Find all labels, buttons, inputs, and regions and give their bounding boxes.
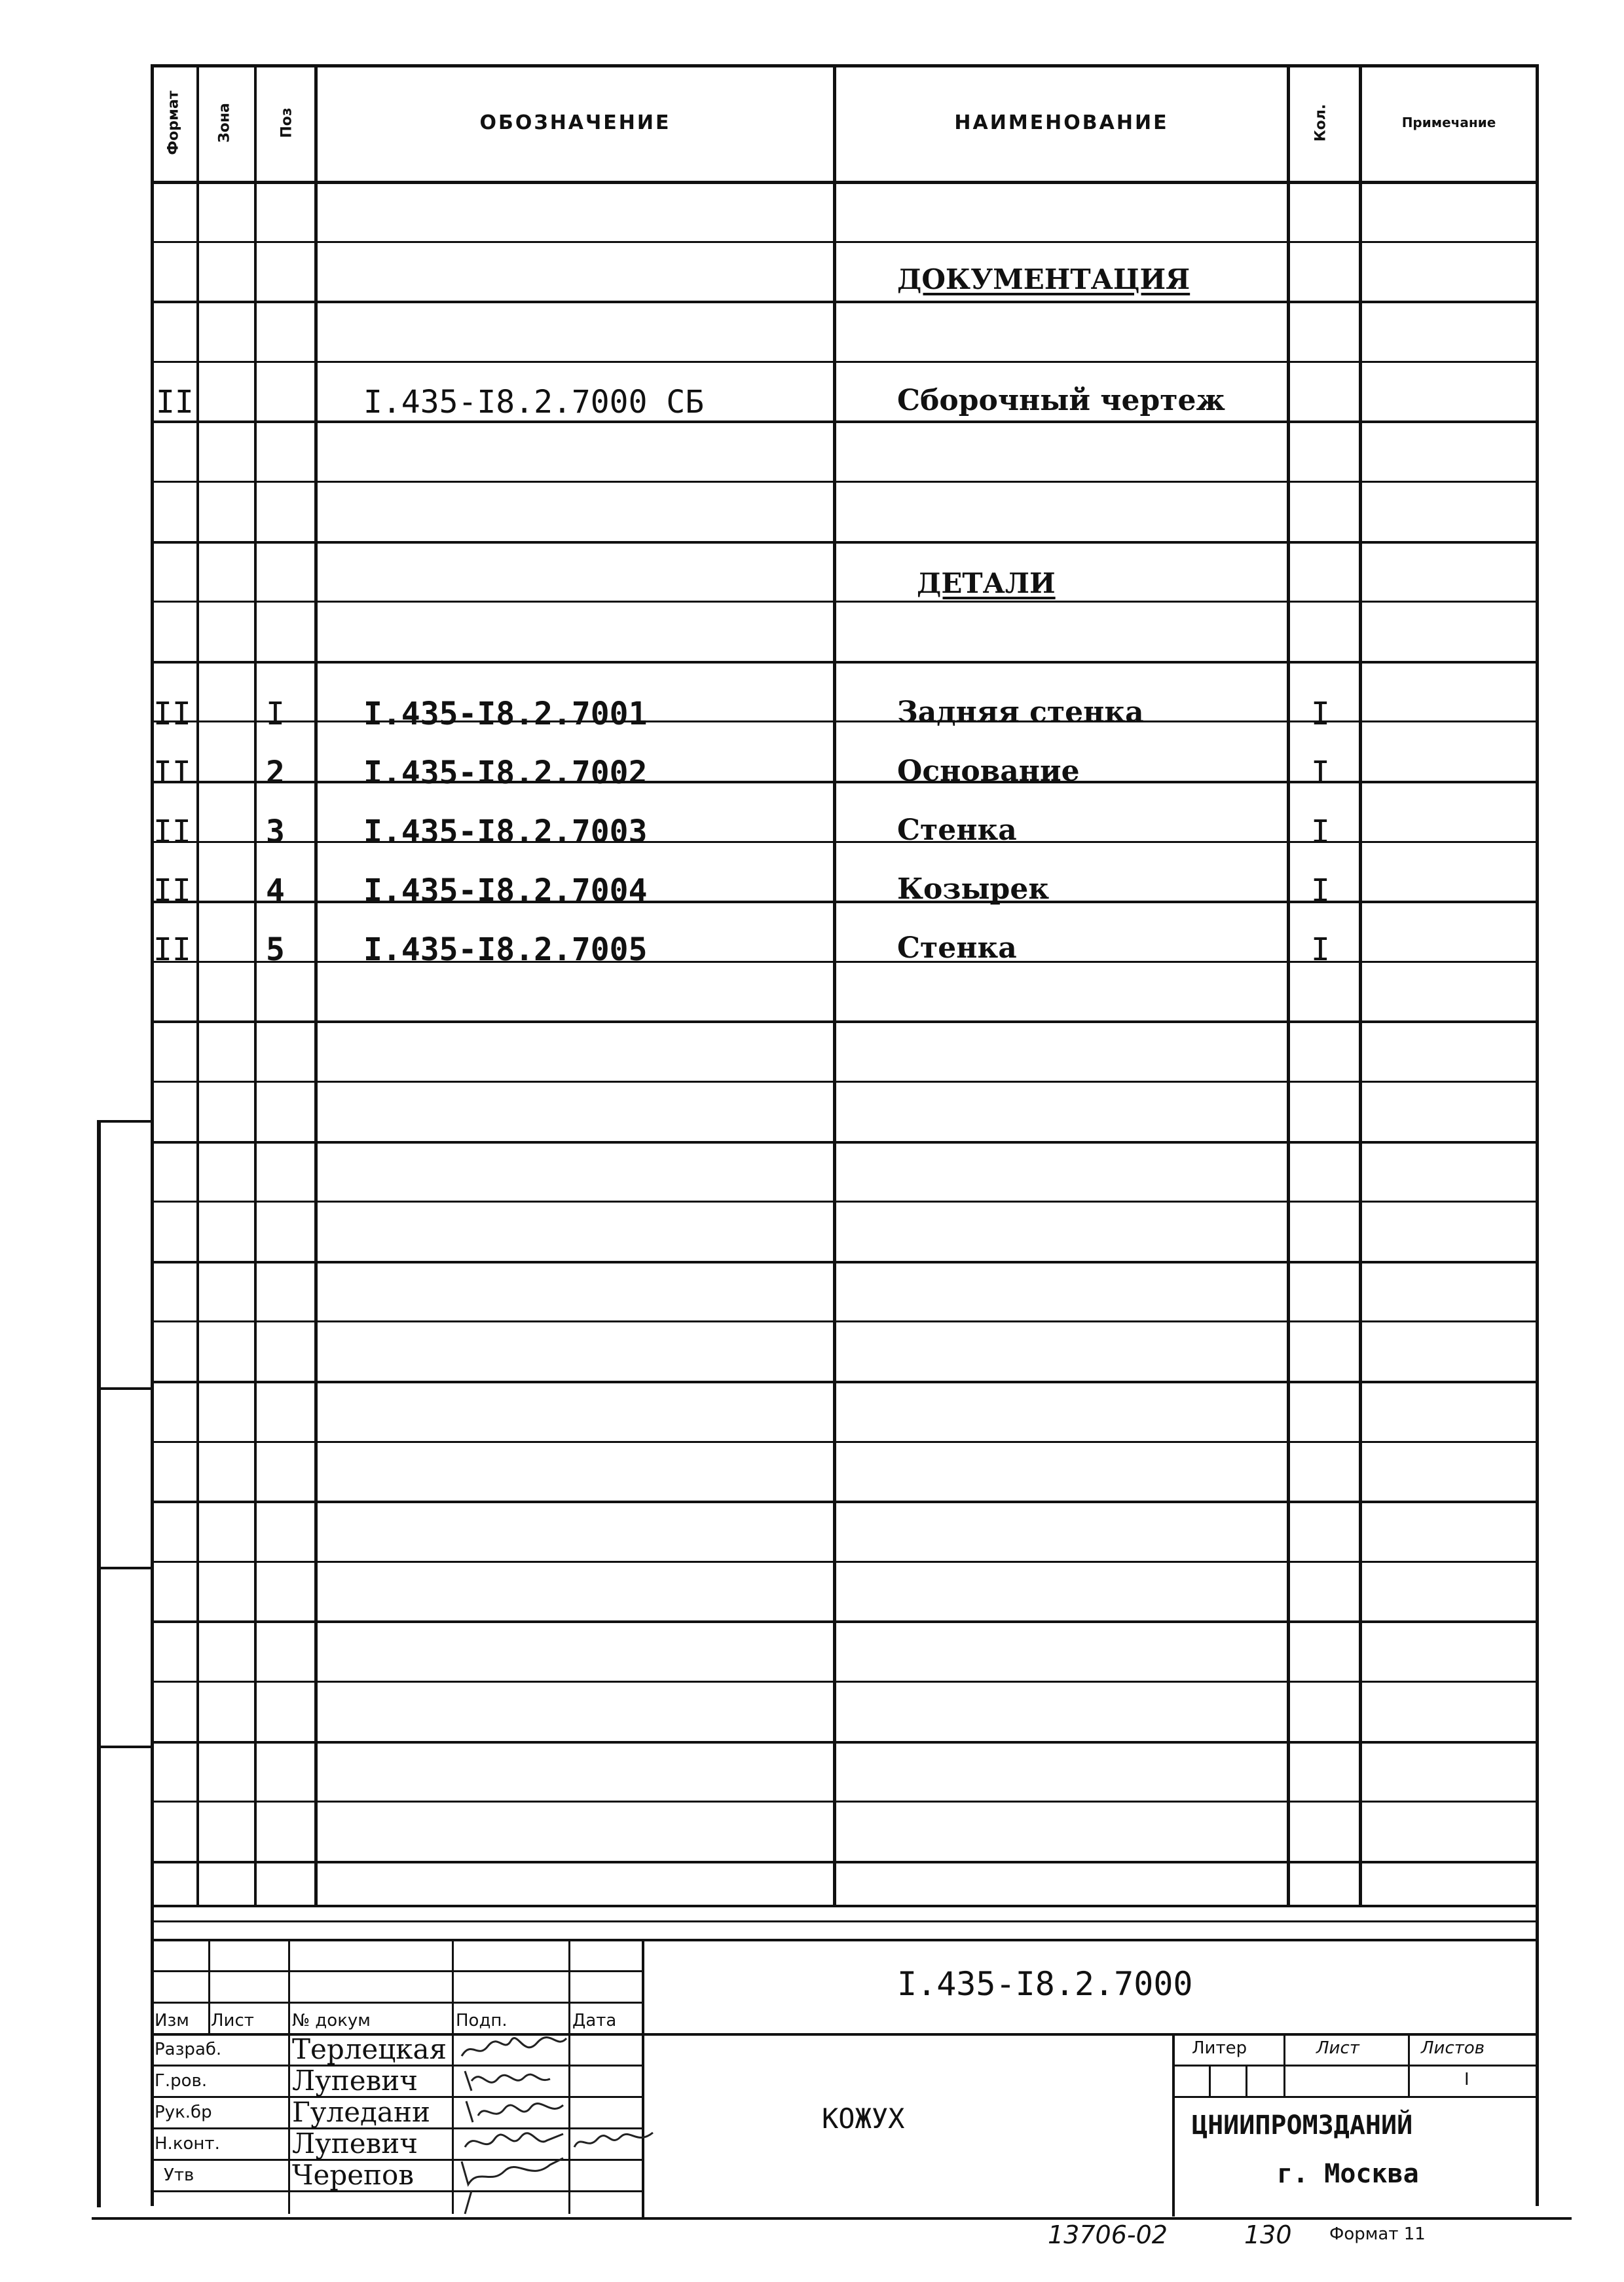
row-line xyxy=(151,1081,1539,1083)
tb-person: Лупевич xyxy=(292,2065,418,2097)
row-line xyxy=(151,361,1539,363)
signature-icon xyxy=(458,2127,570,2159)
detail-designation: I.435-I8.2.7002 xyxy=(363,755,648,791)
tb-role: Г.ров. xyxy=(155,2071,208,2091)
detail-qty: I xyxy=(1311,755,1330,791)
row-line xyxy=(151,421,1539,423)
row-line xyxy=(151,301,1539,303)
col-line-designation xyxy=(314,64,318,1905)
tb-sheets-value: I xyxy=(1464,2070,1469,2089)
col-line-qty xyxy=(1287,64,1290,1905)
tb-line xyxy=(1172,2065,1539,2067)
row-line xyxy=(151,901,1539,903)
row-line xyxy=(151,241,1539,243)
detail-name: Козырек xyxy=(897,872,1050,906)
tb-vline xyxy=(1246,2065,1247,2096)
tb-vline xyxy=(1408,2033,1410,2096)
detail-format: II xyxy=(153,755,191,791)
row-line xyxy=(151,1861,1539,1863)
frame-left xyxy=(151,64,154,2206)
tb-date: Дата xyxy=(572,2011,617,2030)
section-details: ДЕТАЛИ xyxy=(917,567,1056,599)
row-line xyxy=(151,1681,1539,1683)
header-name: НАИМЕНОВАНИЕ xyxy=(954,111,1169,134)
tb-city: г. Москва xyxy=(1277,2159,1419,2189)
tb-sign: Подп. xyxy=(456,2011,507,2030)
tb-person: Черепов xyxy=(292,2159,414,2191)
tb-line xyxy=(151,1939,1539,1941)
frame-right xyxy=(1536,64,1539,2206)
detail-format: II xyxy=(153,931,191,968)
detail-pos: 3 xyxy=(266,814,285,850)
margin-tick xyxy=(97,1567,151,1569)
row-line xyxy=(151,481,1539,483)
tb-person: Терлецкая xyxy=(292,2033,447,2065)
detail-designation: I.435-I8.2.7005 xyxy=(363,931,648,968)
margin-tick xyxy=(97,1746,151,1748)
header-note: Примечание xyxy=(1401,115,1496,130)
row-line xyxy=(151,661,1539,664)
tb-line xyxy=(1172,2096,1539,2098)
tb-doc: № докум xyxy=(292,2011,371,2030)
signature-icon xyxy=(458,2065,570,2096)
margin-line xyxy=(97,1120,101,2207)
row-line xyxy=(151,1020,1539,1023)
row-line xyxy=(151,1320,1539,1322)
row-line xyxy=(151,1261,1539,1263)
signature-icon xyxy=(452,2155,570,2217)
row-line xyxy=(151,781,1539,783)
doc-row-format: II xyxy=(156,384,194,421)
tb-vline xyxy=(288,1939,290,2214)
tb-organization: ЦНИИПРОМЗДАНИЙ xyxy=(1192,2110,1413,2141)
header-pos: Поз xyxy=(278,107,295,138)
margin-tick xyxy=(97,1387,151,1390)
tb-line xyxy=(151,1905,1539,1907)
tb-person: Гуледани xyxy=(292,2096,430,2128)
detail-name: Стенка xyxy=(897,931,1017,965)
row-line xyxy=(151,601,1539,603)
col-line-pos xyxy=(254,64,257,1905)
tb-vline xyxy=(1172,2033,1175,2217)
frame-bottom xyxy=(92,2217,1572,2220)
detail-name: Задняя стенка xyxy=(897,696,1144,729)
detail-pos: I xyxy=(266,696,285,732)
tb-role: Разраб. xyxy=(155,2040,222,2059)
detail-format: II xyxy=(153,814,191,850)
header-designation: ОБОЗНАЧЕНИЕ xyxy=(479,111,671,134)
row-line xyxy=(151,1441,1539,1443)
row-line xyxy=(151,1920,1539,1922)
detail-qty: I xyxy=(1311,931,1330,968)
col-line-zone xyxy=(196,64,199,1905)
detail-format: II xyxy=(153,872,191,909)
row-line xyxy=(151,841,1539,843)
col-line-note xyxy=(1359,64,1362,1905)
tb-doc-number: I.435-I8.2.7000 xyxy=(897,1965,1193,2003)
detail-qty: I xyxy=(1311,872,1330,909)
signature-icon xyxy=(571,2127,656,2159)
detail-designation: I.435-I8.2.7003 xyxy=(363,814,648,850)
detail-pos: 4 xyxy=(266,872,285,909)
frame-top xyxy=(151,64,1539,67)
row-line xyxy=(151,1141,1539,1144)
header-qty: Кол. xyxy=(1312,103,1329,142)
detail-designation: I.435-I8.2.7004 xyxy=(363,872,648,909)
footer-format-label: Формат 11 xyxy=(1329,2224,1426,2244)
tb-role: Н.конт. xyxy=(155,2134,220,2154)
tb-vline xyxy=(208,1939,210,2033)
doc-row-designation: I.435-I8.2.7000 СБ xyxy=(363,384,705,421)
row-line xyxy=(151,1381,1539,1383)
tb-vline xyxy=(642,1939,644,2217)
tb-vline xyxy=(1209,2065,1211,2096)
row-line xyxy=(151,720,1539,722)
section-documentation: ДОКУМЕНТАЦИЯ xyxy=(897,263,1190,295)
tb-role: Рук.бр xyxy=(155,2103,212,2122)
tb-vline xyxy=(1283,2033,1285,2096)
tb-izm: Изм xyxy=(155,2011,189,2030)
tb-sheets-label: Листов xyxy=(1421,2038,1485,2058)
detail-pos: 2 xyxy=(266,755,285,791)
row-line xyxy=(151,541,1539,544)
row-line xyxy=(151,1561,1539,1563)
detail-name: Стенка xyxy=(897,814,1017,847)
row-line xyxy=(151,1201,1539,1203)
header-zone: Зона xyxy=(216,103,233,143)
col-line-name xyxy=(833,64,836,1905)
tb-liter-label: Литер xyxy=(1192,2038,1247,2058)
detail-qty: I xyxy=(1311,696,1330,732)
tb-role: Утв xyxy=(164,2165,194,2185)
detail-name: Основание xyxy=(897,755,1080,788)
margin-tick xyxy=(97,1120,151,1123)
detail-designation: I.435-I8.2.7001 xyxy=(363,696,648,732)
tb-list: Лист xyxy=(211,2011,254,2030)
signature-icon xyxy=(458,2033,570,2065)
detail-qty: I xyxy=(1311,814,1330,850)
tb-product-name: КОЖУХ xyxy=(822,2103,905,2135)
header-bottom-line xyxy=(151,181,1539,184)
doc-row-name: Сборочный чертеж xyxy=(897,384,1225,417)
signature-icon xyxy=(458,2096,570,2127)
footer-archive-number: 13706-02 xyxy=(1048,2220,1168,2249)
row-line xyxy=(151,1741,1539,1744)
tb-person: Лупевич xyxy=(292,2127,418,2160)
row-line xyxy=(151,1501,1539,1503)
detail-format: II xyxy=(153,696,191,732)
row-line xyxy=(151,1801,1539,1803)
detail-pos: 5 xyxy=(266,931,285,968)
row-line xyxy=(151,961,1539,963)
row-line xyxy=(151,1620,1539,1623)
header-format: Формат xyxy=(165,90,182,155)
tb-sheet-label: Лист xyxy=(1316,2038,1359,2058)
footer-sheet-mark: 130 xyxy=(1244,2220,1292,2249)
